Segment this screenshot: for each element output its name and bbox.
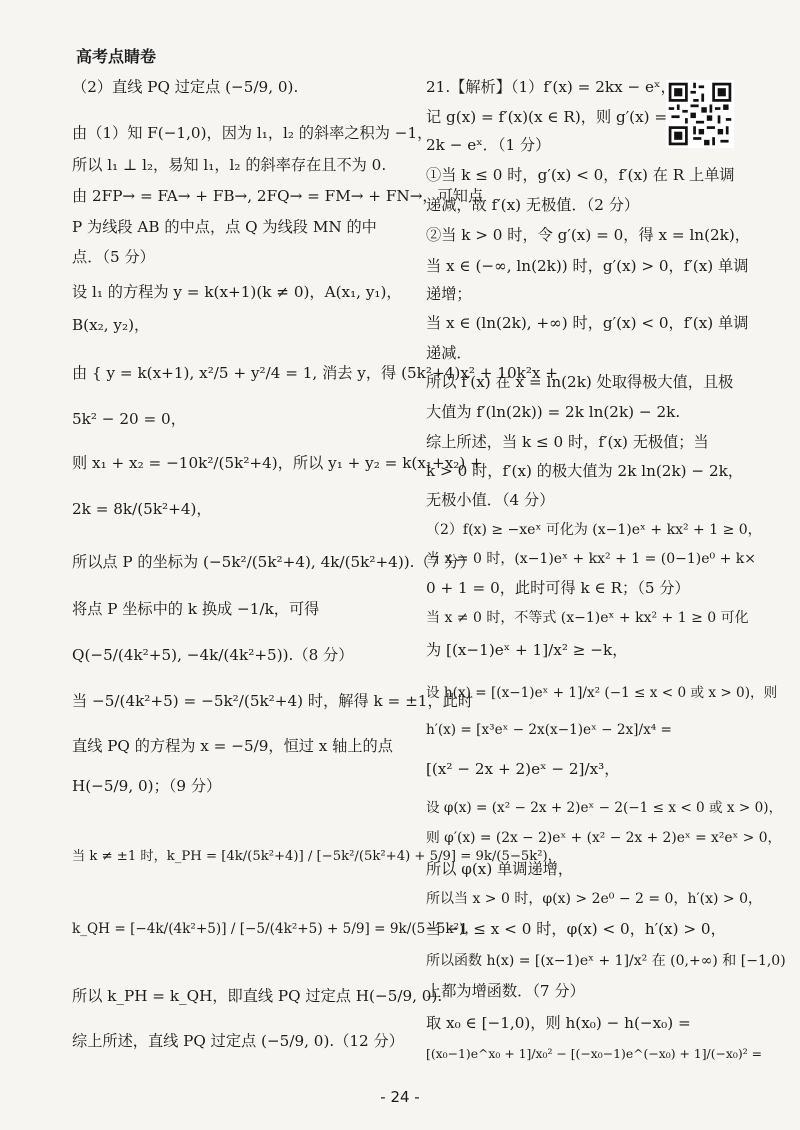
text-line: 设 φ(x) = (x² − 2x + 2)eˣ − 2(−1 ≤ x < 0 或 x > 0)， [426,800,783,816]
text-line: 记 g(x) = f′(x)(x ∈ R)，则 g′(x) = [426,108,668,126]
text-line: k_QH = [−4k/(4k²+5)] / [−5/(4k²+5) + 5/9] = 9k/(5−5k²)， [72,921,478,937]
text-line: P 为线段 AB 的中点，点 Q 为线段 MN 的中 [72,218,377,236]
text-line: 当 −1 ≤ x < 0 时，φ(x) < 0，h′(x) > 0， [426,920,726,938]
text-line: 由（1）知 F(−1,0)，因为 l₁，l₂ 的斜率之积为 −1， [72,124,433,142]
text-line: 点．（5 分） [72,248,155,266]
text-line: 为 [(x−1)eˣ + 1]/x² ≥ −k， [426,641,628,659]
text-line: 所以 l₁ ⊥ l₂，易知 l₁，l₂ 的斜率存在且不为 0. [72,156,387,174]
text-line: 所以 φ(x) 单调递增， [426,860,574,878]
text-line: （2）直线 PQ 过定点 (−5/9, 0). [72,78,299,96]
text-line: 上都为增函数．（7 分） [426,982,585,1000]
text-line: 所以当 x > 0 时，φ(x) > 2e⁰ − 2 = 0，h′(x) > 0， [426,891,763,907]
text-line: 综上所述，当 k ≤ 0 时，f′(x) 无极值；当 [426,433,709,451]
text-line: 设 h(x) = [(x−1)eˣ + 1]/x² (−1 ≤ x < 0 或 x > 0)，则 [426,685,778,701]
qr-code-icon [666,80,734,148]
text-line: h′(x) = [x³eˣ − 2x(x−1)eˣ − 2x]/x⁴ = [426,722,672,738]
text-line: 递增； [426,285,472,303]
text-line: 当 x ∈ (ln(2k), +∞) 时，g′(x) < 0，f′(x) 单调 [426,314,749,332]
text-line: Q(−5/(4k²+5), −4k/(4k²+5)).（8 分） [72,646,354,664]
text-line: ②当 k > 0 时，令 g′(x) = 0，得 x = ln(2k)， [426,226,750,244]
text-line: 将点 P 坐标中的 k 换成 −1/k，可得 [72,600,320,618]
page-header: 高考点睛卷 [76,47,157,66]
text-line: 所以 k_PH = k_QH，即直线 PQ 过定点 H(−5/9, 0). [72,987,443,1005]
text-line: 则 φ′(x) = (2x − 2)eˣ + (x² − 2x + 2)eˣ = x²eˣ > 0， [426,830,782,846]
text-line: 所以函数 h(x) = [(x−1)eˣ + 1]/x² 在 (0,+∞) 和 [−1,0) [426,953,786,969]
text-line: 取 x₀ ∈ [−1,0)，则 h(x₀) − h(−x₀) = [426,1014,691,1032]
text-line: 由 2FP→ = FA→ + FB→, 2FQ→ = FM→ + FN→，可知点 [72,187,484,205]
text-line: 无极小值．（4 分） [426,491,555,509]
text-line: 所以点 P 的坐标为 (−5k²/(5k²+4), 4k/(5k²+4)).（7 分） [72,553,475,571]
text-line: [(x² − 2x + 2)eˣ − 2]/x³， [426,760,620,778]
text-line: [(x₀−1)e^x₀ + 1]/x₀² − [(−x₀−1)e^(−x₀) + 1]/(−x₀)² = [426,1046,762,1061]
text-line: 直线 PQ 的方程为 x = −5/9，恒过 x 轴上的点 [72,737,393,755]
text-line: 21.【解析】（1）f′(x) = 2kx − eˣ， [426,78,676,96]
text-line: 递减． [426,344,472,362]
text-line: H(−5/9, 0)；（9 分） [72,777,222,795]
text-line: 当 x = 0 时，(x−1)eˣ + kx² + 1 = (0−1)e⁰ + k× [426,551,757,567]
text-line: 综上所述，直线 PQ 过定点 (−5/9, 0).（12 分） [72,1032,404,1050]
text-line: 大值为 f′(ln(2k)) = 2k ln(2k) − 2k. [426,403,681,421]
text-line: 当 x ≠ 0 时，不等式 (x−1)eˣ + kx² + 1 ≥ 0 可化 [426,610,749,626]
text-line: （2）f(x) ≥ −xeˣ 可化为 (x−1)eˣ + kx² + 1 ≥ 0， [426,522,762,538]
page-number: - 24 - [380,1088,420,1106]
text-line: B(x₂, y₂)， [72,316,150,334]
text-line: 递减，故 f′(x) 无极值．（2 分） [426,196,640,214]
text-line: 由 { y = k(x+1), x²/5 + y²/4 = 1, 消去 y，得 (5k²+4)x² + 10k²x + [72,364,559,382]
text-line: 设 l₁ 的方程为 y = k(x+1)(k ≠ 0)，A(x₁, y₁)， [72,283,402,301]
text-line: 则 x₁ + x₂ = −10k²/(5k²+4)，所以 y₁ + y₂ = k(x₁+x₂) + [72,454,483,472]
text-line: 2k = 8k/(5k²+4)， [72,500,212,518]
text-line: 当 k ≠ ±1 时，k_PH = [4k/(5k²+4)] / [−5k²/(5k²+4) + 5/9] = 9k/(5−5k²)， [72,849,561,864]
text-line: 0 + 1 = 0，此时可得 k ∈ R；（5 分） [426,579,690,597]
text-line: 2k − eˣ．（1 分） [426,136,551,154]
text-line: 所以 f′(x) 在 x = ln(2k) 处取得极大值，且极 [426,373,734,391]
text-line: ①当 k ≤ 0 时，g′(x) < 0，f′(x) 在 R 上单调 [426,166,735,184]
text-line: 5k² − 20 = 0， [72,410,186,428]
text-line: k > 0 时，f′(x) 的极大值为 2k ln(2k) − 2k， [426,462,744,480]
text-line: 当 −5/(4k²+5) = −5k²/(5k²+4) 时，解得 k = ±1，此时 [72,692,474,710]
text-line: 当 x ∈ (−∞, ln(2k)) 时，g′(x) > 0，f′(x) 单调 [426,257,749,275]
